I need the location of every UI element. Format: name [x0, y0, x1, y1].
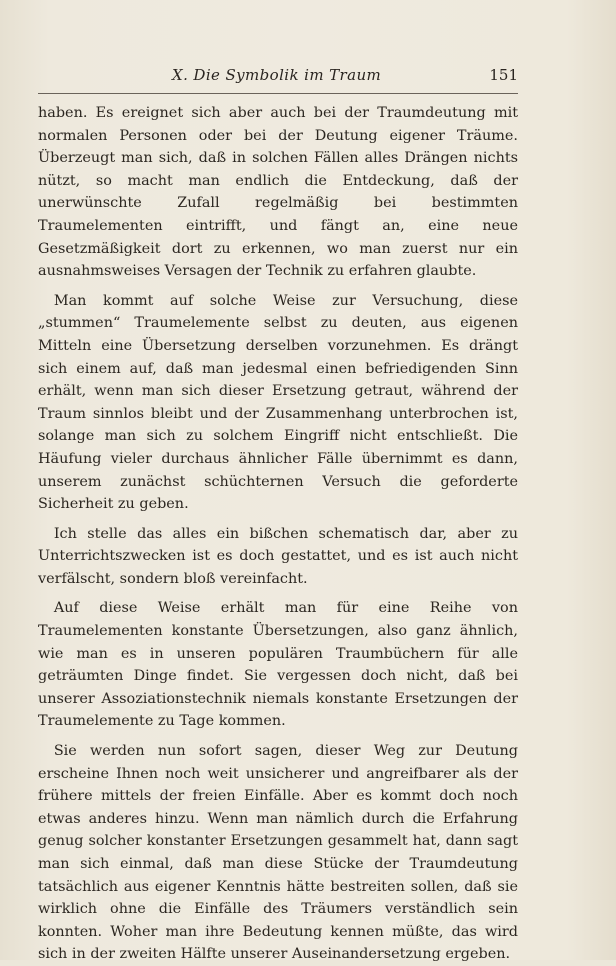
body-text: [38, 102, 518, 966]
page-number: 151: [489, 66, 518, 84]
page-header: [38, 66, 518, 90]
running-title: X. Die Symbolik im Traum: [172, 66, 382, 84]
header-rule: [38, 93, 518, 94]
paragraph-5: Sie werden nun sofort sagen, dieser Weg zur Deutung erscheine Ihnen noch weit unsicherer und angreifbarer als der frühere mittels der freien Einfälle. Aber es kommt doch noch etwas anderes hinzu. Wenn man nämlich durch die Erfahrung genug solcher konstanter Ersetzungen gesammelt hat, dann sagt man sich einmal, daß man diese Stücke der Traumdeutung tatsächlich aus eigener Kenntnis hätte bestreiten sollen, daß sie wirklich ohne die Einfälle des Träumers verständlich sein konnten. Woher man ihre Bedeutung kennen müßte, das wird sich in der zweiten Hälfte unserer Auseinandersetzung ergeben.: [38, 743, 518, 963]
paragraph-1: haben. Es ereignet sich aber auch bei der Traumdeutung mit normalen Personen oder bei der Deutung eigener Träume. Überzeugt man sich, daß in solchen Fällen alles Drängen nichts nützt, so macht man endlich die Entdeckung, daß der unerwünschte Zufall regelmäßig bei bestimmten Traumelementen eintrifft, und fängt an, eine neue Gesetzmäßigkeit dort zu erkennen, wo man zuerst nur ein ausnahmsweises Versagen der Technik zu erfahren glaubte.: [38, 105, 518, 280]
paragraph-3: Ich stelle das alles ein bißchen schematisch dar, aber zu Unterrichtszwecken ist es doch gestattet, und es ist auch nicht verfälscht, sondern bloß vereinfacht.: [38, 525, 518, 587]
paragraph-2: Man kommt auf solche Weise zur Versuchung, diese „stummen“ Traumelemente selbst zu deuten, aus eigenen Mitteln eine Übersetzung derselben vorzunehmen. Es drängt sich einem auf, daß man jedesmal einen befriedigenden Sinn erhält, wenn man sich dieser Ersetzung getraut, während der Traum sinnlos bleibt und der Zusammenhang unterbrochen ist, solange man sich zu solchem Eingriff nicht entschließt. Die Häufung vieler durchaus ähnlicher Fälle übernimmt es dann, unserem zunächst schüchternen Versuch die geforderte Sicherheit zu geben.: [38, 292, 518, 513]
paragraph-4: Auf diese Weise erhält man für eine Reihe von Traumelementen konstante Übersetzungen, also ganz ähnlich, wie man es in unseren populären Traumbüchern für alle geträumten Dinge findet. Sie vergessen doch nicht, daß bei unserer Assoziationstechnik niemals konstante Ersetzungen der Traumelemente zu Tage kommen.: [38, 600, 518, 730]
